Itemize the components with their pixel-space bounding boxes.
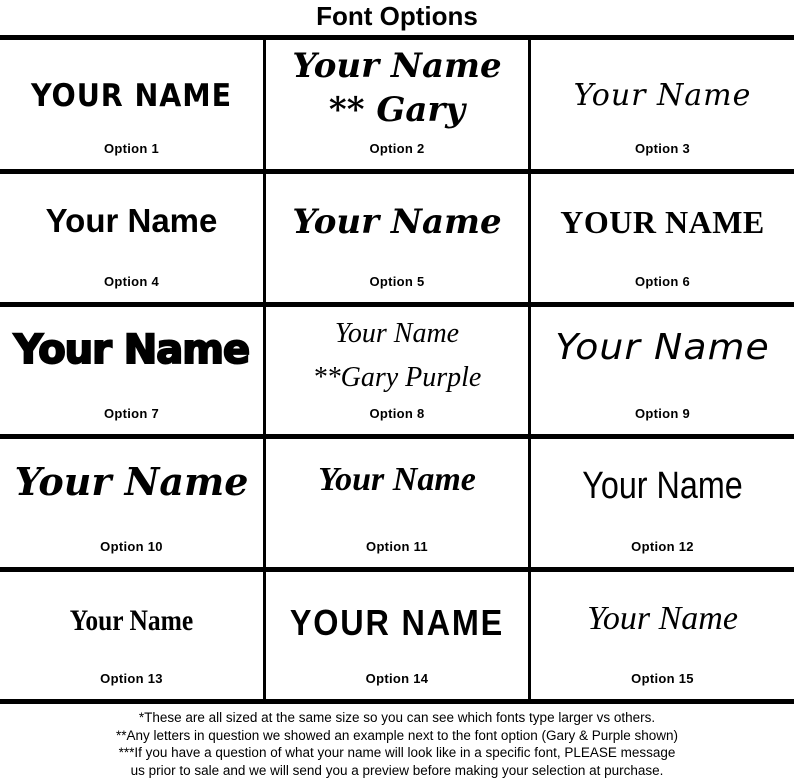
footer-note: *These are all sized at the same size so you can see which fonts type larger vs others. — [138, 710, 656, 725]
option-label: Option 1 — [103, 141, 160, 156]
option-label: Option 13 — [100, 671, 163, 686]
font-sample: Your Name — [14, 459, 249, 504]
footer-note: us prior to sale and we will send you a preview before making your selection at purchase. — [130, 762, 664, 778]
option-label: Option 9 — [634, 406, 691, 421]
option-label: Option 5 — [369, 274, 425, 289]
page-title: Font Options — [316, 1, 478, 31]
font-sample: YOUR NAME — [560, 204, 765, 240]
option-label: Option 2 — [369, 141, 425, 156]
font-option-cell[interactable] — [266, 572, 528, 699]
option-label: Option 11 — [366, 539, 428, 554]
font-option-cell[interactable] — [0, 439, 263, 567]
font-sample: Your Name — [69, 604, 194, 637]
font-sample: YOUR NAME — [289, 602, 505, 643]
option-label: Option 6 — [634, 274, 691, 289]
footer-notes — [0, 709, 794, 779]
font-option-cell[interactable] — [531, 40, 794, 169]
font-option-cell[interactable] — [0, 174, 263, 302]
font-sample: Your Name — [318, 461, 476, 498]
option-label: Option 10 — [100, 539, 163, 554]
font-option-cell[interactable] — [0, 572, 263, 699]
font-option-cell[interactable] — [531, 572, 794, 699]
option-label: Option 8 — [369, 406, 425, 421]
option-label: Option 4 — [103, 274, 160, 289]
font-sample: Your Name — [587, 600, 738, 637]
font-option-cell[interactable] — [531, 439, 794, 567]
font-option-cell[interactable] — [0, 307, 263, 434]
font-sample-example: ** Gary — [328, 90, 466, 130]
font-option-cell[interactable] — [0, 40, 263, 169]
option-label: Option 7 — [103, 406, 160, 421]
font-sample: Your Name — [334, 318, 460, 349]
option-label: Option 12 — [631, 539, 694, 554]
footer-note: ***If you have a question of what your name will look like in a specific font, PLEASE message — [118, 745, 676, 760]
grid-divider — [0, 699, 794, 704]
font-sample: Your Name — [573, 78, 752, 113]
font-option-cell[interactable] — [266, 40, 528, 169]
font-sample: Your Name — [292, 202, 502, 242]
font-sample: YOUR NAME — [30, 78, 233, 114]
footer-note: **Any letters in question we showed an example next to the font option (Gary & Purple shown) — [115, 727, 679, 743]
font-sample: Your Name — [292, 46, 502, 86]
font-option-cell[interactable] — [266, 174, 528, 302]
option-label: Option 3 — [634, 141, 691, 156]
font-sample: Your Name — [582, 465, 743, 507]
font-option-cell[interactable] — [531, 307, 794, 434]
option-label: Option 15 — [631, 671, 694, 686]
font-options-grid — [0, 35, 794, 704]
font-option-cell[interactable] — [531, 174, 794, 302]
font-sample: Your Name — [555, 327, 770, 368]
option-label: Option 14 — [365, 671, 429, 686]
font-option-cell[interactable] — [266, 307, 528, 434]
font-option-cell[interactable] — [266, 439, 528, 567]
font-sample: Your Name — [45, 202, 218, 239]
font-sample: Your Name — [13, 327, 250, 373]
font-sample-example: **Gary Purple — [312, 362, 482, 393]
